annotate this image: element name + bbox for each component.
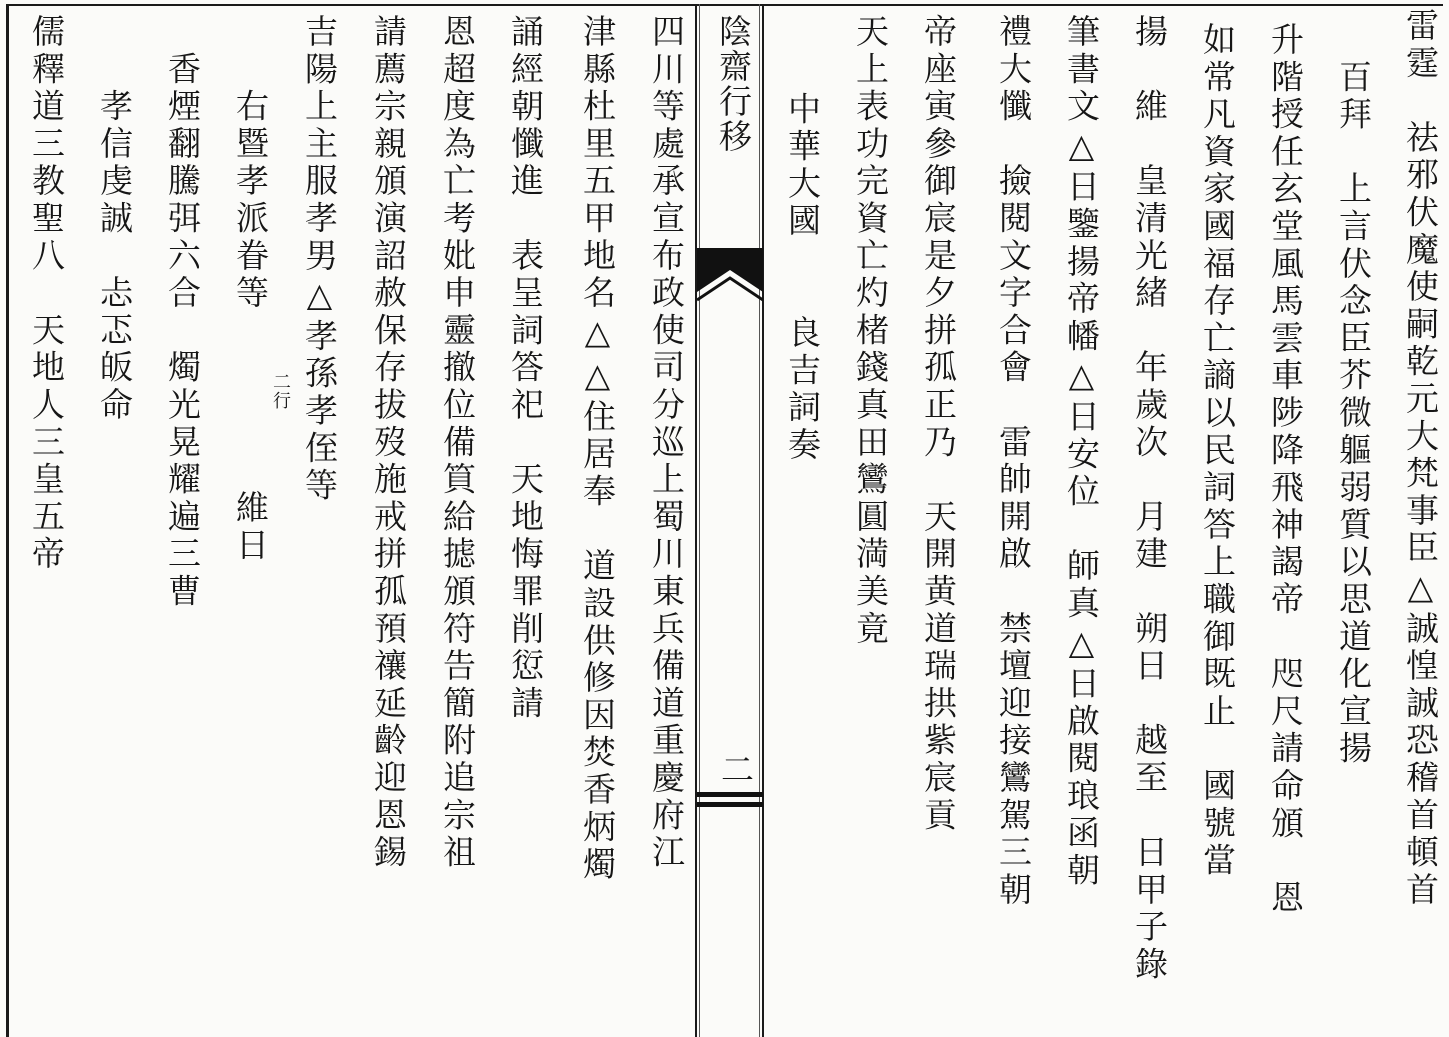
right-column-3: 升階授任玄堂風馬雲車陟降飛神謁帝 咫尺請命頒 恩 [1266,22,1305,918]
gutter-line-left [695,4,697,1037]
frame-border-top [6,4,1443,6]
gutter-title: 陰齋行移 [714,14,753,154]
left-column-3: 誦經朝懺進 表呈詞答祀 天地悔罪削愆請 [506,14,545,723]
left-column-10: 儒釋道三教聖八 天地人三皇五帝 [27,14,66,574]
left-column-7: 右暨孝派眷等 [231,14,270,313]
left-column-7-annotation: 二行 [270,372,291,410]
left-column-9: 孝信虔誠 忐忑皈命 [95,14,134,425]
left-column-2: 津縣杜里五甲地名△△住居奉 道設供修因焚香炳燭 [578,14,617,884]
left-column-5: 請薦宗親頒演詔赦保存拔歿施戒拼孤預禳延齡迎恩錫 [369,14,408,872]
gutter-fishtail-lower [697,792,763,808]
left-column-4: 恩超度為亡考妣申靈撤位備筫給摅頒符告簡附追宗祖 [438,14,477,872]
left-column-6: 吉陽上主服孝男△孝孫孝侄等 [300,14,339,505]
right-column-10: 中華大國 良吉詞奏 [783,54,822,465]
left-column-8: 香煙翻騰弭六合 燭光晃耀遍三曹 [163,14,202,611]
page-number: 二 [716,752,755,787]
right-column-1: 雷霆 祛邪伏魔使嗣乾元大梵事臣△誠惶誠恐稽首頓首 [1401,8,1440,910]
gutter-fishtail-upper [697,248,763,308]
left-column-7-tail: 維日 [231,490,270,565]
right-column-9: 天上表功完資亡灼楮錢真田鸞圓満美竟 [851,14,890,649]
frame-border-left [6,4,9,1037]
right-column-6: 筆書文△日鑒揚帝幡△日安位 師真△日啟閱琅函朝 [1062,14,1101,890]
right-column-7: 禮大懺 撿閱文字合會 雷帥開啟 禁壇迎接鸞駕三朝 [994,14,1033,910]
gutter-inner-line [699,4,700,1037]
right-column-5: 揚 維 皇清光緒 年歲次 月建 朔日 越至 日甲子錄 [1130,14,1169,984]
right-column-2: 百拜 上言伏念臣芥微軀弱質以思道化宣揚 [1334,22,1373,768]
gutter-inner-line-2 [759,4,760,1037]
right-column-4: 如常凡資家國福存亡謪以民詞答上職御既止 國號當 [1198,22,1237,880]
gutter-line-right [762,4,764,1037]
right-column-8: 帝座寅參御宸是夕拼孤正乃 天開黄道瑞拱紫宸貢 [919,14,958,835]
left-column-1: 四川等處承宣布政使司分巡上蜀川東兵備道重慶府江 [647,14,686,872]
